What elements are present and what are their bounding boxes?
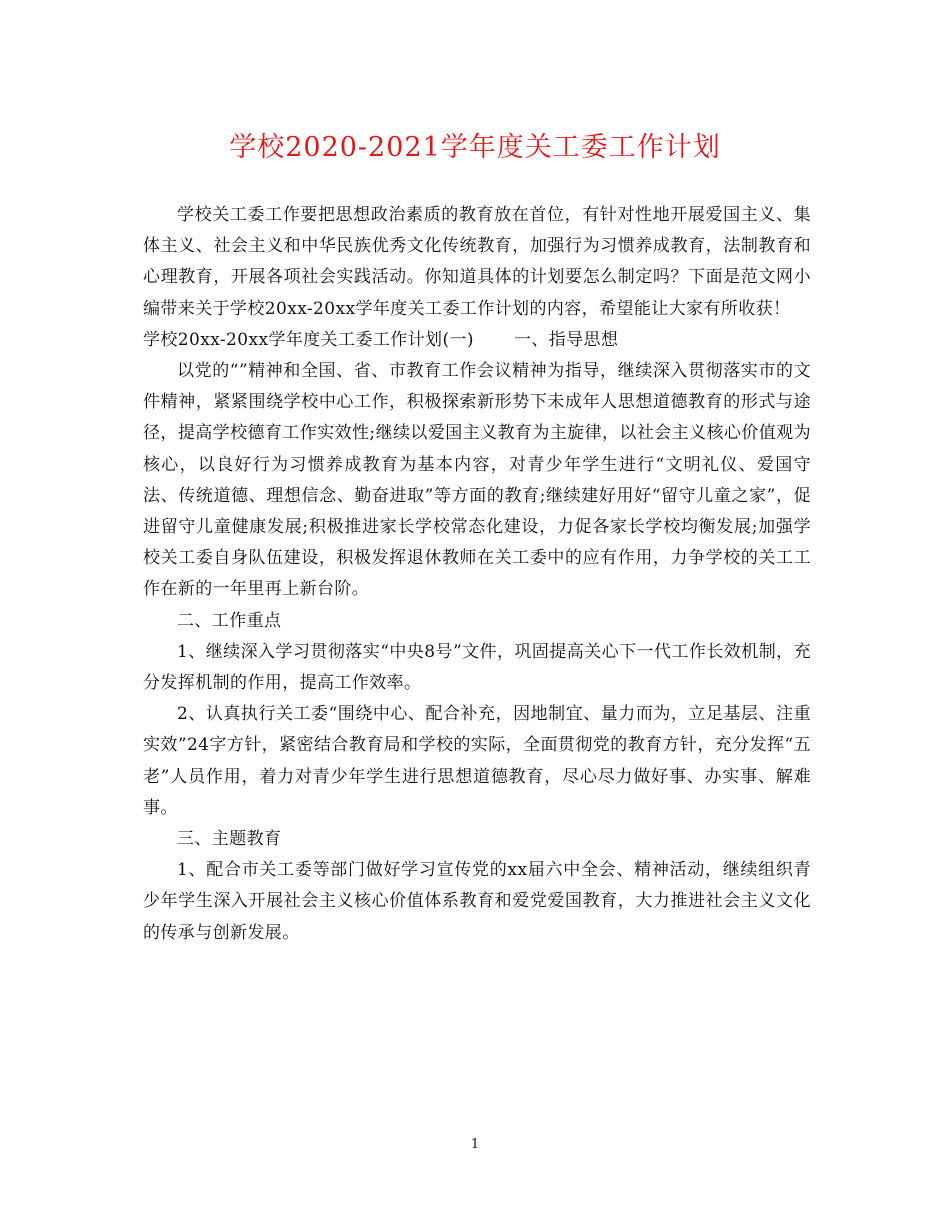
document-title: 学校2020-2021学年度关工委工作计划: [229, 132, 721, 163]
section-2-item-1: 1、继续深入学习贯彻落实“中央8号”文件，巩固提高关心下一代工作长效机制，充分发挥机制的作用，提高工作效率。: [143, 641, 811, 694]
section-1-paragraph: 以党的“”精神和全国、省、市教育工作会议精神为指导，继续深入贯彻落实市的文件精神，紧紧围绕学校中心工作，积极探索新形势下未成年人思想道德教育的形式与途径，提高学校德育工作实效性;继续以爱国主义教育为主旋律，以社会主义核心价值观为核心，以良好行为习惯养成教育为基本内容，对青少年学生进行“文明礼仪、爱国守法、传统道德、理想信念、勤奋进取”等方面的教育;继续建好用好“留守儿童之家”，促进留守儿童健康发展;积极推进家长学校常态化建设，力促各家长学校均衡发展;加强学校关工委自身队伍建设，积极发挥退休教师在关工委中的应有作用，力争学校的关工工作在新的一年里再上新台阶。: [143, 361, 811, 600]
document-body: [143, 200, 811, 949]
section-3-heading: 三、主题教育: [177, 829, 282, 850]
section-1-heading: 一、指导思想: [513, 329, 619, 350]
section-2-heading: 二、工作重点: [177, 610, 282, 631]
plan-heading: 学校20xx-20xx学年度关工委工作计划(一): [143, 329, 474, 350]
intro-paragraph: 学校关工委工作要把思想政治素质的教育放在首位，有针对性地开展爱国主义、集体主义、社会主义和中华民族优秀文化传统教育，加强行为习惯养成教育，法制教育和心理教育，开展各项社会实践活动。你知道具体的计划要怎么制定吗？下面是范文网小编带来关于学校20xx-20xx学年度关工委工作计划的内容，希望能让大家有所收获！: [143, 205, 811, 319]
plan-heading-line: [143, 325, 811, 356]
section-3-item-1: 1、配合市关工委等部门做好学习宣传党的xx届六中全会、精神活动，继续组织青少年学生深入开展社会主义核心价值体系教育和爱党爱国教育，大力推进社会主义文化的传承与创新发展。: [143, 860, 811, 943]
section-2-item-2: 2、认真执行关工委“围绕中心、配合补充，因地制宜、量力而为，立足基层、注重实效”24字方针，紧密结合教育局和学校的实际，全面贯彻党的教育方针，充分发挥“五老”人员作用，着力对青少年学生进行思想道德教育，尽心尽力做好事、办实事、解难事。: [143, 704, 811, 818]
page-number: 1: [470, 1137, 480, 1152]
